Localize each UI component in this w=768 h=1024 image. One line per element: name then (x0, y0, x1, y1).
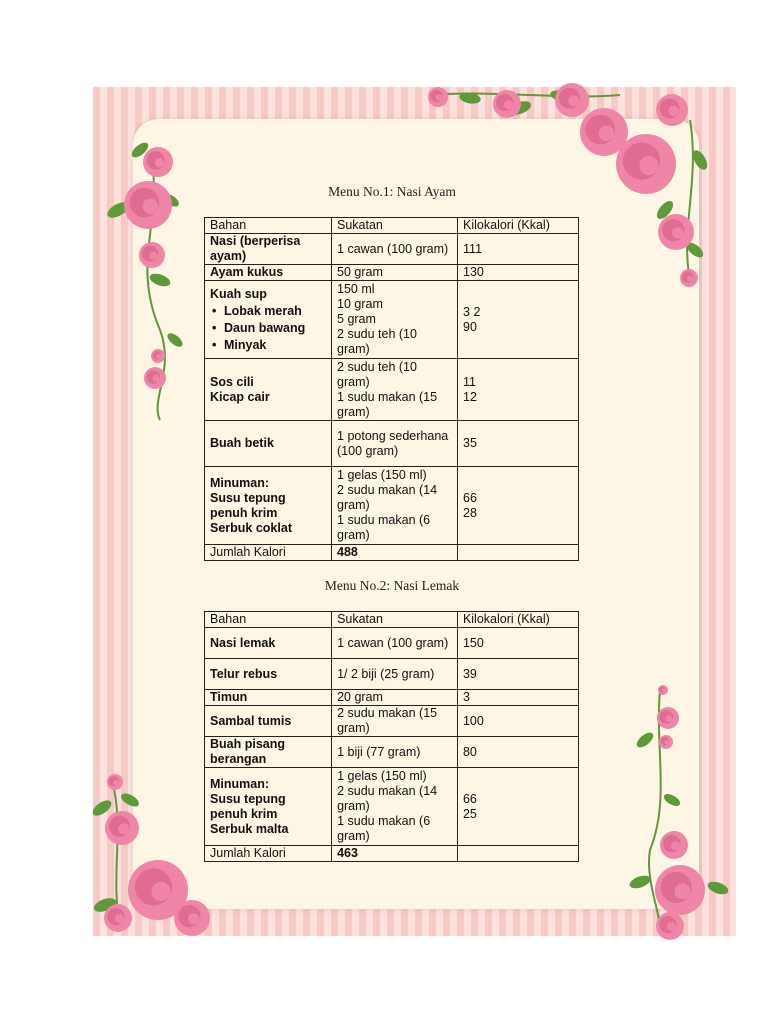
menu2-title: Menu No.2: Nasi Lemak (324, 578, 460, 593)
row-kcal (458, 467, 579, 545)
table-row (205, 265, 579, 281)
row-kcal: 130 (458, 265, 579, 281)
table-row (205, 281, 579, 359)
row-kcal: 3 (457, 690, 578, 706)
table-row (205, 768, 579, 846)
list-item: • Lobak merah (224, 304, 326, 319)
row-kcal (458, 281, 579, 359)
row-item: Buah pisang berangan (205, 737, 332, 768)
table-row (205, 467, 579, 545)
row-amount: 1 cawan (100 gram) (332, 628, 458, 659)
amount-line: 1 sudu makan (15 gram) (337, 389, 438, 419)
total-label: Jumlah Kalori (205, 545, 332, 561)
header-bahan: Bahan (205, 612, 332, 628)
row-item: Buah betik (205, 421, 332, 467)
row-item: Ayam kukus (205, 265, 332, 281)
total-value: 463 (332, 846, 458, 862)
row-amount: 50 gram (332, 265, 458, 281)
total-label: Jumlah Kalori (205, 846, 332, 862)
row-amount: 1 biji (77 gram) (332, 737, 458, 768)
row-kcal (457, 768, 578, 846)
item-line: Kicap cair (210, 389, 270, 404)
menu1-title: Menu No.1: Nasi Ayam (328, 184, 456, 199)
table-row (205, 628, 579, 659)
kcal-line: 25 (462, 806, 477, 821)
table-row (205, 359, 579, 421)
amount-line: 2 sudu makan (14 gram) (337, 483, 438, 512)
table-row (205, 234, 579, 265)
amount-line: 2 sudu makan (14 gram) (337, 784, 438, 813)
row-item: Telur rebus (205, 659, 332, 690)
row-amount: 1/ 2 biji (25 gram) (332, 659, 458, 690)
table-header-row (205, 218, 579, 234)
subitem-list (210, 304, 326, 353)
table-header-row (205, 612, 579, 628)
row-item (205, 467, 332, 545)
item-line: Minuman: (210, 776, 270, 791)
row-amount (332, 467, 458, 545)
table-row (205, 706, 579, 737)
list-item: • Minyak (224, 338, 326, 353)
kcal-line: 28 (463, 505, 477, 520)
header-sukatan: Sukatan (332, 612, 458, 628)
total-empty (458, 545, 579, 561)
list-item: • Daun bawang (224, 321, 326, 336)
row-item: Sambal tumis (205, 706, 332, 737)
total-row (205, 846, 579, 862)
amount-line: 5 gram (337, 312, 376, 326)
table-row (205, 737, 579, 768)
total-row (205, 545, 579, 561)
table-row (205, 690, 579, 706)
row-amount: 1 cawan (100 gram) (332, 234, 458, 265)
row-amount: 1 potong sederhana (100 gram) (332, 421, 458, 467)
row-amount (332, 281, 458, 359)
total-empty (457, 846, 578, 862)
kcal-line: 3 2 (463, 304, 481, 319)
item-line: Serbuk coklat (210, 520, 292, 535)
row-kcal: 35 (458, 421, 579, 467)
amount-line: 1 sudu makan (6 gram) (337, 513, 431, 542)
row-kcal: 80 (457, 737, 578, 768)
amount-line: 1 sudu makan (6 gram) (337, 814, 431, 843)
kcal-line: 90 (463, 319, 477, 334)
table-row (205, 659, 579, 690)
amount-line: 10 gram (337, 297, 383, 311)
item-line: Sos cili (210, 374, 254, 389)
row-kcal: 150 (457, 628, 578, 659)
row-amount: 2 sudu makan (15 gram) (332, 706, 458, 737)
row-item: Nasi lemak (205, 628, 332, 659)
amount-line: 1 gelas (150 ml) (337, 468, 427, 482)
row-amount (332, 768, 458, 846)
row-kcal: 100 (457, 706, 578, 737)
total-value: 488 (332, 545, 458, 561)
table-row (205, 421, 579, 467)
row-kcal (458, 359, 579, 421)
kcal-line: 66 (462, 791, 477, 806)
item-line: Susu tepung penuh krim (210, 791, 286, 821)
row-kcal: 111 (458, 234, 579, 265)
row-item: Timun (205, 690, 332, 706)
item-line: Minuman: (210, 475, 270, 490)
menu2-table (204, 611, 579, 862)
kcal-line: 12 (463, 389, 477, 404)
header-kilokalori: Kilokalori (Kkal) (457, 612, 578, 628)
amount-line: 2 sudu teh (10 gram) (337, 327, 417, 356)
row-item (205, 359, 332, 421)
header-bahan: Bahan (205, 218, 332, 234)
kcal-line: 11 (463, 374, 477, 389)
row-item (205, 768, 332, 846)
row-amount (332, 359, 458, 421)
item-line: Susu tepung penuh krim (210, 490, 286, 520)
row-amount: 20 gram (332, 690, 458, 706)
header-kilokalori: Kilokalori (Kkal) (458, 218, 579, 234)
amount-line: 2 sudu teh (10 gram) (337, 359, 417, 389)
header-sukatan: Sukatan (332, 218, 458, 234)
amount-line: 1 gelas (150 ml) (337, 769, 427, 783)
kcal-line: 66 (463, 490, 477, 505)
row-item (205, 281, 332, 359)
row-kcal: 39 (457, 659, 578, 690)
menu1-table (204, 217, 579, 561)
item-line: Serbuk malta (210, 821, 289, 836)
row-item-label: Kuah sup (210, 286, 267, 301)
row-item: Nasi (berperisa ayam) (205, 234, 332, 265)
amount-line: 150 ml (337, 282, 375, 296)
